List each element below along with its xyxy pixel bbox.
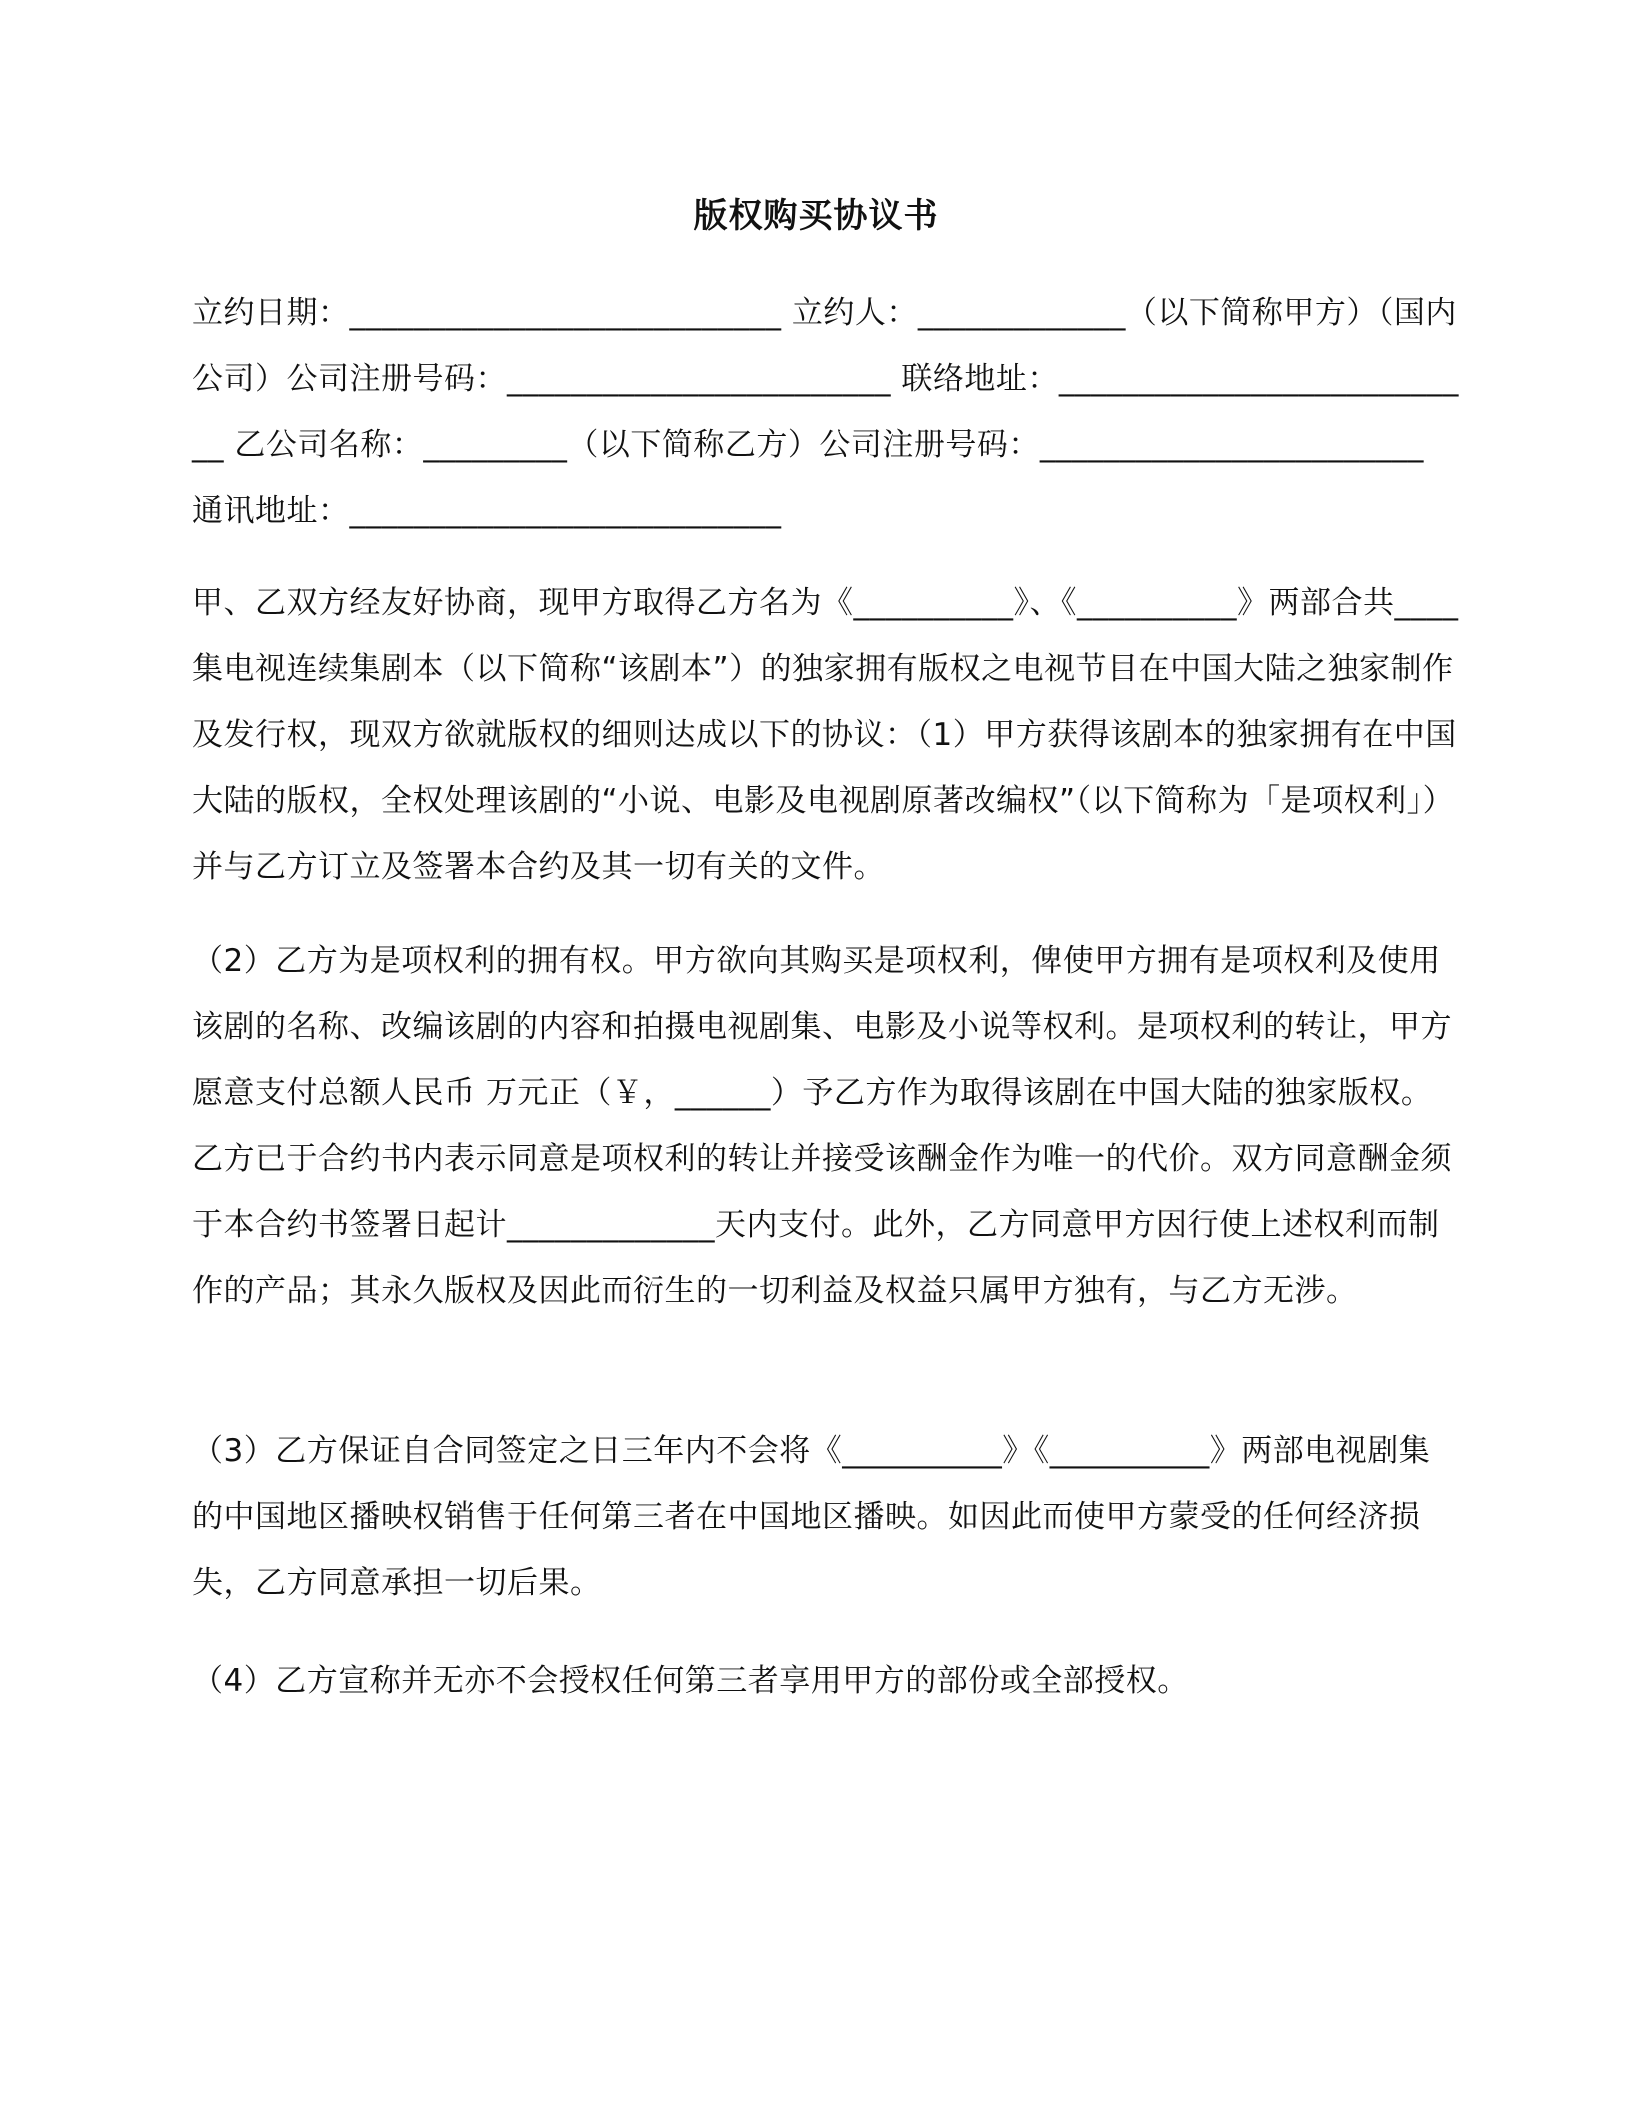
paragraph-clause-3: （3）乙方保证自合同签定之日三年内不会将《__________》《__________》两部电视剧集的中国地区播映权销售于任何第三者在中国地区播映。如因此而使甲方蒙受的任何经济损失，乙方同意承担一切后果。 <box>192 1433 1431 1601</box>
paragraph-intro: 甲、乙双方经友好协商，现甲方取得乙方名为《__________》、《__________》两部合共____集电视连续集剧本（以下简称“该剧本”）的独家拥有版权之电视节目在中国大陆之独家制作及发行权，现双方欲就版权的细则达成以下的协议：（1）甲方获得该剧本的独家拥有在中国大陆的版权，全权处理该剧的“小说、电影及电视剧原著改编权”（以下简称为「是项权利」）并与乙方订立及签署本合约及其一切有关的文件。 <box>192 585 1459 885</box>
paragraph-clause-4: （4）乙方宣称并无亦不会授权任何第三者享用甲方的部份或全部授权。 <box>192 1663 1189 1699</box>
header-block: 立约日期：___________________________ 立约人：_____________（以下简称甲方）（国内公司）公司注册号码：________________________ 联络地址：___________________________ 乙公司名称：_________（以下简称乙方）公司注册号码：________________________ 通讯地址：___________________________ <box>192 295 1459 529</box>
document-title: 版权购买协议书 <box>693 196 939 236</box>
paragraph-clause-2: （2）乙方为是项权利的拥有权。甲方欲向其购买是项权利，俾使甲方拥有是项权利及使用该剧的名称、改编该剧的内容和拍摄电视剧集、电影及小说等权利。是项权利的转让，甲方愿意支付总额人民币 万元正（￥，______）予乙方作为取得该剧在中国大陆的独家版权。乙方已于合约书内表示同意是项权利的转让并接受该酬金作为唯一的代价。双方同意酬金须于本合约书签署日起计_____________天内支付。此外，乙方同意甲方因行使上述权利而制作的产品；其永久版权及因此而衍生的一切利益及权益只属甲方独有，与乙方无涉。 <box>192 943 1452 1309</box>
